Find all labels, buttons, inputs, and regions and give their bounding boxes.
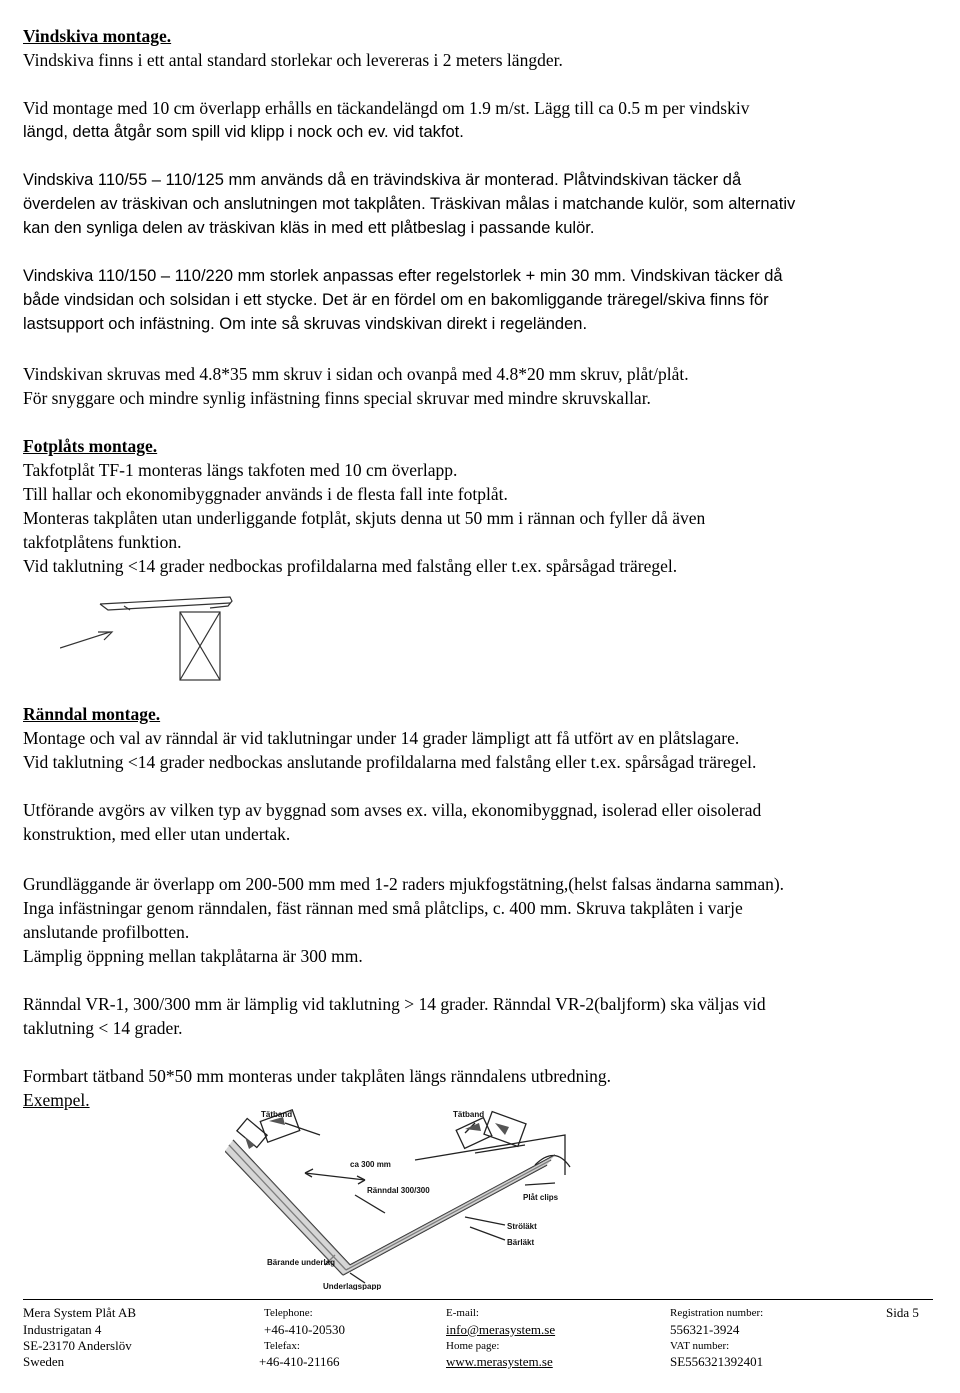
vindskiva-p3-line3: lastsupport och infästning. Om inte så skruvas vindskivan direkt i regeländen. [23,315,588,333]
footer-email-label: E-mail: [446,1307,479,1319]
vindskiva-p2-line3: kan den synliga delen av träskivan kläs in med ett plåtbeslag i passande kulör. [23,219,595,237]
footer-postal: SE-23170 Anderslöv [23,1338,132,1353]
ranndal-line7: anslutande profilbotten. [23,922,190,942]
ranndal-line2: Vid taklutning <14 grader nedbockas anslutande profildalarna med falstång eller t.ex. spårsågad träregel. [23,752,757,772]
footer-vat-label: VAT number: [670,1340,730,1352]
ranndal-line9: Ränndal VR-1, 300/300 mm är lämplig vid taklutning > 14 grader. Ränndal VR-2(baljform) ska väljas vid [23,994,766,1014]
barande-label: Bärande underlag [267,1258,336,1267]
platclips-label: Plåt clips [523,1193,559,1202]
barlakt-label: Bärläkt [507,1238,535,1247]
footer-company: Mera System Plåt AB [23,1305,137,1320]
vindskiva-p3-line1: Vindskiva 110/150 – 110/220 mm storlek anpassas efter regelstorlek + min 30 mm. Vindskivan täcker då [23,267,783,285]
footer-tel-value: +46-410-20530 [264,1322,345,1337]
vindskiva-p4-line1: Vindskivan skruvas med 4.8*35 mm skruv i sidan och ovanpå med 4.8*20 mm skruv, plåt/plåt. [23,364,689,384]
vindskiva-p2-line1: Vindskiva 110/55 – 110/125 mm används då en trävindskiva är monterad. Plåtvindskivan täcker då [23,171,742,189]
ranndal-line4: konstruktion, med eller utan undertak. [23,824,291,844]
vindskiva-p1-line2: längd, detta åtgår som spill vid klipp i nock och ev. vid takfot. [23,123,464,141]
footer-country: Sweden [23,1354,65,1369]
fotplat-line4: takfotplåtens funktion. [23,532,182,552]
exempel-label: Exempel. [23,1090,90,1110]
ranndal-diagram [225,1105,585,1290]
ranndal-label: Ränndal 300/300 [367,1186,430,1195]
ranndal-line10: taklutning < 14 grader. [23,1018,183,1038]
ca300-label: ca 300 mm [350,1160,391,1169]
footer-vat-value: SE556321392401 [670,1354,764,1369]
ranndal-line1: Montage och val av ränndal är vid taklutningar under 14 grader lämpligt att få utfört av en plåtslagare. [23,728,740,748]
fotplat-heading: Fotplåts montage. [23,436,158,456]
footer-email-link[interactable]: info@merasystem.se [446,1322,556,1337]
page-number: Sida 5 [886,1305,919,1320]
footer-home-label: Home page: [446,1340,500,1352]
footer-reg-value: 556321-3924 [670,1322,740,1337]
underlagspapp-label: Underlagspapp [323,1282,382,1290]
footer-tel-label: Telephone: [264,1307,313,1319]
fotplat-line3: Monteras takplåten utan underliggande fotplåt, skjuts denna ut 50 mm i rännan och fyller då även [23,508,706,528]
vindskiva-intro: Vindskiva finns i ett antal standard storlekar och levereras i 2 meters längder. [23,50,563,70]
fotplat-line2: Till hallar och ekonomibyggnader används i de flesta fall inte fotplåt. [23,484,508,504]
vindskiva-p2-line2: överdelen av träskivan och anslutningen mot takplåten. Träskivan målas i matchande kulör, som alternativ [23,195,796,213]
ranndal-line6: Inga infästningar genom ränndalen, fäst rännan med små plåtclips, c. 400 mm. Skruva takplåten i varje [23,898,743,918]
fotplat-line1: Takfotplåt TF-1 monteras längs takfoten med 10 cm överlapp. [23,460,458,480]
fotplat-line5: Vid taklutning <14 grader nedbockas profildalarna med falstång eller t.ex. spårsågad träregel. [23,556,678,576]
tatband-left-label: Tätband [261,1110,293,1119]
vindskiva-heading: Vindskiva montage. [23,26,172,46]
tatband-right-label: Tätband [453,1110,485,1119]
vindskiva-p4-line2: För snyggare och mindre synlig infästning finns special skruvar med mindre skruvskallar. [23,388,651,408]
ranndal-line5: Grundläggande är överlapp om 200-500 mm med 1-2 raders mjukfogstätning,(helst falsas ändarna samman). [23,874,785,894]
ranndal-line11: Formbart tätband 50*50 mm monteras under takplåten längs ränndalens utbredning. [23,1066,612,1086]
ranndal-line3: Utförande avgörs av vilken typ av byggnad som avses ex. villa, ekonomibyggnad, isolerad eller oisolerad [23,800,762,820]
footer-home-link[interactable]: www.merasystem.se [446,1354,553,1369]
vindskiva-p3-line2: både vindsidan och solsidan i ett stycke. Det är en fördel om en bakomliggande träregel/skiva finns för [23,291,769,309]
footer-divider [23,1299,933,1300]
ranndal-heading: Ränndal montage. [23,704,161,724]
strolakt-label: Ströläkt [507,1222,537,1231]
footer-fax-value: +46-410-21166 [259,1354,340,1369]
ranndal-line8: Lämplig öppning mellan takplåtarna är 300 mm. [23,946,363,966]
footer-street: Industrigatan 4 [23,1322,102,1337]
fotplat-sketch [60,592,290,692]
footer-reg-label: Registration number: [670,1307,764,1319]
vindskiva-p1-line1: Vid montage med 10 cm överlapp erhålls en täckandelängd om 1.9 m/st. Lägg till ca 0.5 m per vindskiv [23,98,750,118]
footer-fax-label: Telefax: [264,1340,300,1352]
